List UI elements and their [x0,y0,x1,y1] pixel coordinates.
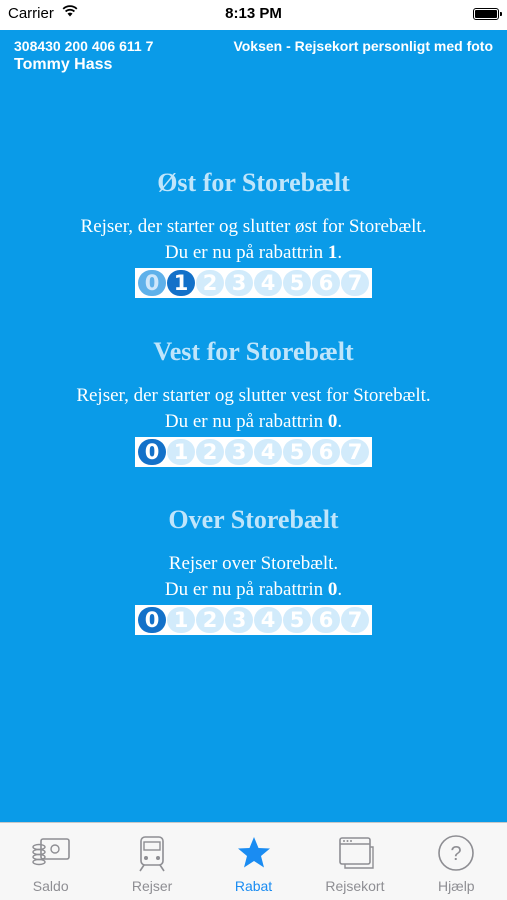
discount-scale [135,268,372,298]
discount-step-6: 6 [312,270,340,296]
discount-step-4: 4 [254,607,282,633]
discount-scale [135,605,372,635]
discount-step-1: 1 [167,439,195,465]
discount-step-2: 2 [196,439,224,465]
discount-step-1: 1 [167,270,195,296]
level-value: 1 [327,242,338,263]
zone-description: Rejser over Storebælt. [168,553,339,574]
tab-rabat[interactable] [203,823,304,900]
svg-text:?: ? [450,843,462,865]
zone-description: Rejser, der starter og slutter vest for Storebælt. [76,385,431,406]
battery-icon [473,8,499,20]
zone-title: Over Storebælt [168,505,339,534]
tab-label: Rabat [234,878,273,894]
discount-step-5: 5 [283,439,311,465]
discount-step-7: 7 [341,439,369,465]
help-icon [434,833,478,873]
level-value: 0 [327,411,338,432]
card-window-icon [333,833,377,873]
discount-step-1: 1 [167,607,195,633]
discount-step-5: 5 [283,607,311,633]
discount-step-0: 0 [138,270,166,296]
tab-label: Hjælp [438,878,475,894]
card-number: 308430 200 406 611 7 [14,38,154,54]
star-icon [232,833,276,873]
card-holder-name: Tommy Hass [14,56,113,73]
discount-step-7: 7 [341,607,369,633]
tab-label: Rejsekort [325,878,385,894]
tab-rejsekort[interactable] [304,823,405,900]
zone-west [0,337,507,467]
clock: 8:13 PM [225,5,282,22]
tab-hjaelp[interactable] [406,823,507,900]
zone-description: Rejser, der starter og slutter øst for Storebælt. [80,216,427,237]
discount-step-3: 3 [225,270,253,296]
zone-level-text: Du er nu på rabattrin 0. [164,411,343,432]
tab-label: Saldo [32,878,69,894]
zone-level-text: Du er nu på rabattrin 0. [164,579,343,600]
card-type: Voksen - Rejsekort personligt med foto [233,38,493,54]
discount-step-2: 2 [196,270,224,296]
discount-step-4: 4 [254,439,282,465]
tab-saldo[interactable] [0,823,101,900]
discount-step-2: 2 [196,607,224,633]
zone-east [0,168,507,298]
discount-step-6: 6 [312,607,340,633]
discount-step-6: 6 [312,439,340,465]
zone-level-text: Du er nu på rabattrin 1. [164,242,343,263]
zone-title: Vest for Storebælt [153,337,354,366]
discount-scale [135,437,372,467]
carrier-label: Carrier [8,5,54,22]
status-bar [0,0,507,30]
level-value: 0 [327,579,338,600]
discount-step-5: 5 [283,270,311,296]
train-icon [130,833,174,873]
zone-over [0,505,507,635]
discount-step-4: 4 [254,270,282,296]
wallet-icon [29,833,73,873]
tab-rejser[interactable] [101,823,202,900]
discount-step-3: 3 [225,439,253,465]
discount-step-7: 7 [341,270,369,296]
discount-step-3: 3 [225,607,253,633]
discount-step-0: 0 [138,439,166,465]
tab-bar [0,822,507,900]
tab-label: Rejser [131,878,173,894]
zone-title: Øst for Storebælt [157,168,350,197]
discount-step-0: 0 [138,607,166,633]
